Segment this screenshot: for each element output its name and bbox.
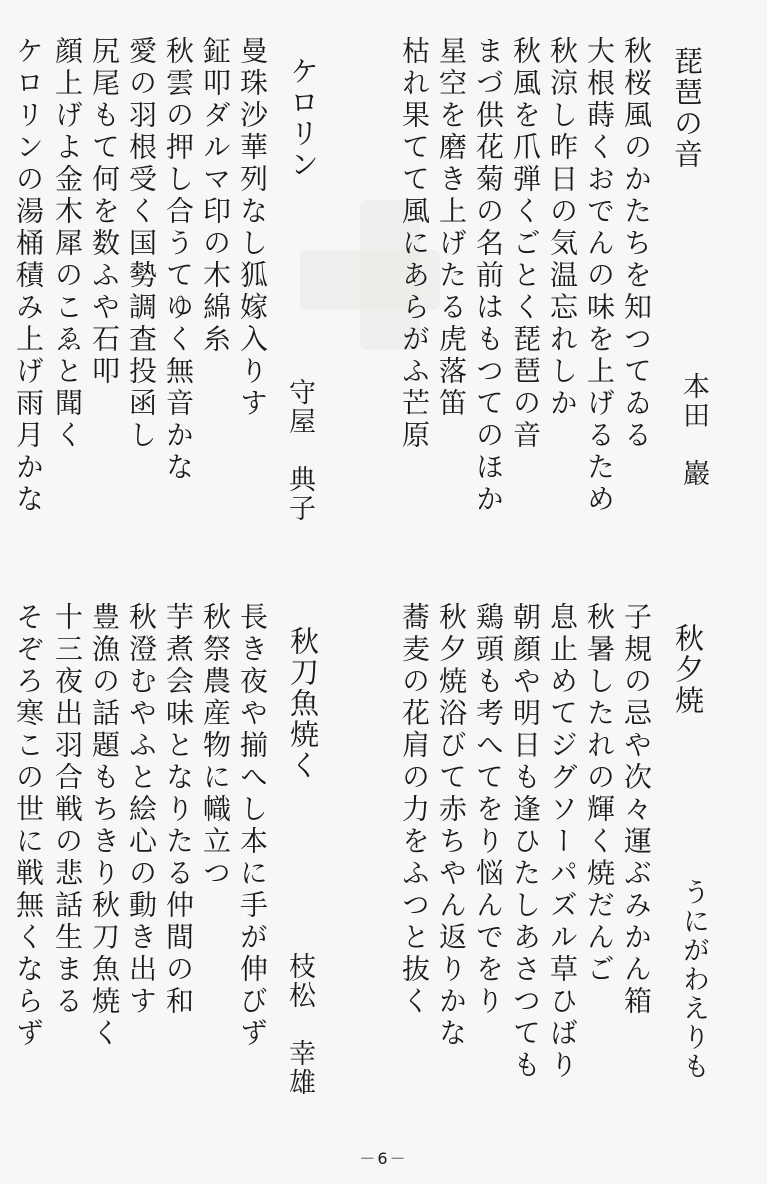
section-title: 琵琶の音 (670, 46, 704, 170)
haiku-line: 秋風を爪弾くごとく琵琶の音 (509, 36, 542, 452)
haiku-line: 鶏頭も考へてをり悩んでをり (472, 602, 505, 1018)
haiku-line: 秋澄むやふと絵心の動き出す (125, 602, 158, 1018)
section-title: ケロリン (286, 56, 320, 180)
section-title: 秋刀魚焼く (286, 626, 320, 781)
section-author: 守屋 典子 (284, 378, 315, 523)
haiku-line: 息止めてジグソーパズル草ひばり (546, 602, 579, 1082)
section-author: 本田 巖 (678, 372, 709, 488)
haiku-line: 曼珠沙華列なし狐嫁入りす (236, 36, 269, 420)
haiku-line: 朝顔や明日も逢ひたしあさつても (509, 602, 542, 1082)
haiku-line: ケロリンの湯桶積み上げ雨月かな (12, 36, 45, 516)
haiku-line: 十三夜出羽合戦の悲話生まる (51, 602, 84, 1018)
haiku-line: まづ供花菊の名前はもつてのほか (472, 36, 505, 516)
haiku-line: 顔上げよ金木犀のこゑと聞く (51, 36, 84, 452)
haiku-line: 秋夕焼浴びて赤ちやん返りかな (435, 602, 468, 1050)
haiku-line: 枯れ果てて風にあらがふ芒原 (398, 36, 431, 452)
haiku-line: 秋暑したれの輝く焼だんご (583, 602, 616, 986)
haiku-line: 秋桜風のかたちを知つてゐる (620, 36, 653, 452)
section-author: 枝松 幸雄 (284, 952, 315, 1097)
haiku-line: 豊漁の話題もちきり秋刀魚焼く (88, 602, 121, 1050)
haiku-line: 芋煮会味となりたる仲間の和 (162, 602, 195, 1018)
haiku-line: 秋雲の押し合うてゆく無音かな (162, 36, 195, 484)
page-number: －6－ (359, 1149, 408, 1168)
haiku-line: 秋祭農産物に幟立つ (199, 602, 232, 890)
section-title: 秋夕焼 (671, 623, 705, 716)
haiku-line: 子規の忌や次々運ぶみかん箱 (620, 602, 653, 1018)
haiku-line: 星空を磨き上げたる虎落笛 (435, 36, 468, 420)
haiku-line: そぞろ寒この世に戦無くならず (12, 602, 45, 1050)
haiku-line: 愛の羽根受く国勢調査投函し (125, 36, 158, 452)
haiku-line: 秋涼し昨日の気温忘れしか (546, 36, 579, 420)
haiku-line: 大根蒔くおでんの味を上げるため (583, 36, 616, 516)
haiku-line: 長き夜や揃へし本に手が伸びず (236, 602, 269, 1050)
haiku-line: 鉦叩ダルマ印の木綿糸 (199, 36, 232, 356)
section-author: うにがわえりも (678, 878, 709, 1081)
haiku-line: 蕎麦の花肩の力をふつと抜く (398, 602, 431, 1018)
haiku-line: 尻尾もて何を数ふや石叩 (88, 36, 121, 388)
